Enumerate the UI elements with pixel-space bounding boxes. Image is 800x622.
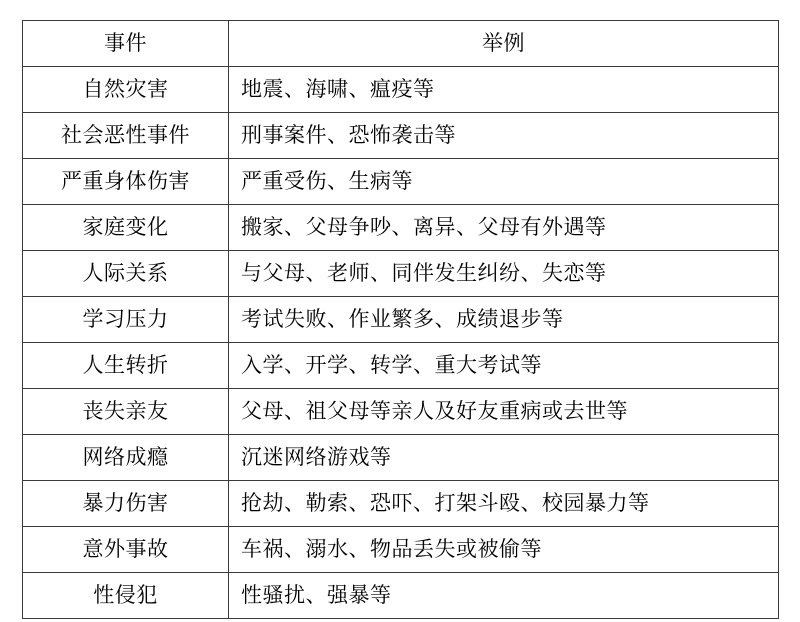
table-row [23, 481, 779, 527]
table-row [23, 527, 779, 573]
cell-event: 家庭变化 [23, 205, 229, 251]
column-header-event: 事件 [23, 21, 229, 67]
cell-event: 社会恶性事件 [23, 113, 229, 159]
cell-event: 人生转折 [23, 343, 229, 389]
table-header-row [23, 21, 779, 67]
table-row [23, 435, 779, 481]
cell-example: 严重受伤、生病等 [229, 159, 779, 205]
cell-example: 入学、开学、转学、重大考试等 [229, 343, 779, 389]
cell-example: 沉迷网络游戏等 [229, 435, 779, 481]
table-row [23, 159, 779, 205]
cell-event: 网络成瘾 [23, 435, 229, 481]
cell-example: 性骚扰、强暴等 [229, 573, 779, 619]
cell-example: 父母、祖父母等亲人及好友重病或去世等 [229, 389, 779, 435]
cell-example: 抢劫、勒索、恐吓、打架斗殴、校园暴力等 [229, 481, 779, 527]
cell-event: 自然灾害 [23, 67, 229, 113]
table-row [23, 67, 779, 113]
table-row [23, 205, 779, 251]
cell-event: 严重身体伤害 [23, 159, 229, 205]
table-row [23, 297, 779, 343]
table-row [23, 389, 779, 435]
cell-event: 暴力伤害 [23, 481, 229, 527]
cell-event: 丧失亲友 [23, 389, 229, 435]
cell-example: 与父母、老师、同伴发生纠纷、失恋等 [229, 251, 779, 297]
cell-event: 意外事故 [23, 527, 229, 573]
table-row [23, 113, 779, 159]
cell-example: 车祸、溺水、物品丢失或被偷等 [229, 527, 779, 573]
table-row [23, 573, 779, 619]
table-body [23, 21, 779, 619]
cell-example: 地震、海啸、瘟疫等 [229, 67, 779, 113]
cell-event: 性侵犯 [23, 573, 229, 619]
table-row [23, 343, 779, 389]
column-header-example: 举例 [229, 21, 779, 67]
cell-event: 人际关系 [23, 251, 229, 297]
cell-example: 考试失败、作业繁多、成绩退步等 [229, 297, 779, 343]
cell-example: 搬家、父母争吵、离异、父母有外遇等 [229, 205, 779, 251]
event-example-table [22, 20, 779, 619]
table-row [23, 251, 779, 297]
cell-example: 刑事案件、恐怖袭击等 [229, 113, 779, 159]
cell-event: 学习压力 [23, 297, 229, 343]
